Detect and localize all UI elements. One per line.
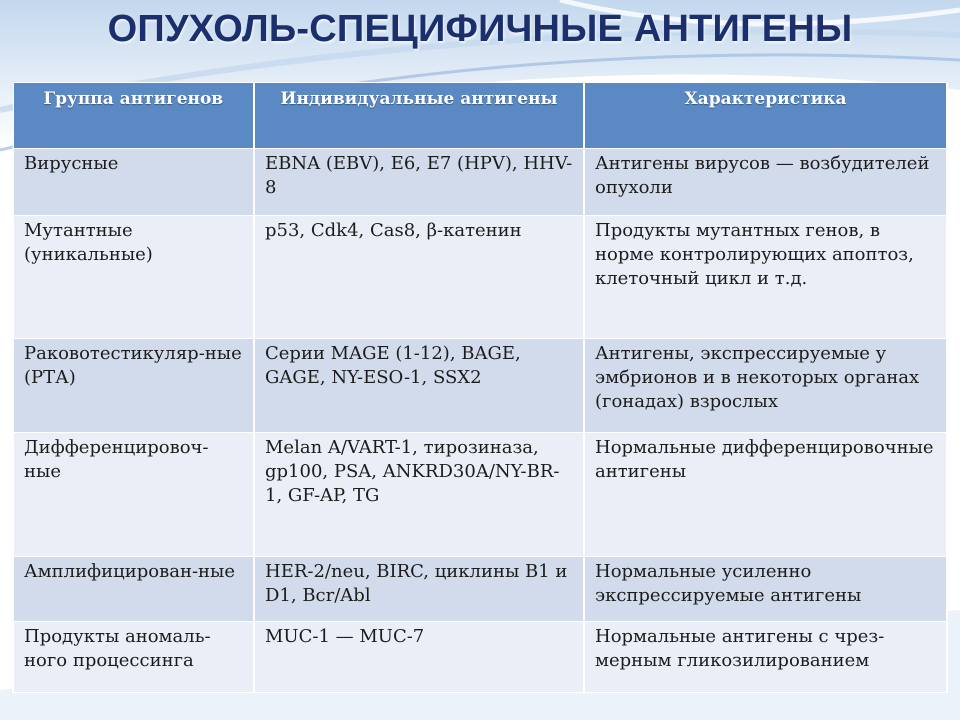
table-row [13,622,947,693]
cell-antigens: EBNA (EBV), E6, E7 (HPV), HHV-8 [254,149,584,216]
table-row [13,339,947,433]
cell-group: Раковотестикуляр-ные (РТА) [13,339,254,433]
column-header-group: Группа антигенов [13,83,254,149]
cell-description: Нормальные дифференцировочные антигены [584,433,947,557]
cell-description: Нормальные усиленно экспрессируемые антигены [584,557,947,622]
table-row [13,557,947,622]
column-header-description: Характеристика [584,83,947,149]
cell-antigens: MUC-1 — MUC-7 [254,622,584,693]
table-row [13,149,947,216]
cell-description: Антигены, экспрессируемые у эмбрионов и в некоторых органах (гонадах) взрослых [584,339,947,433]
table-row [13,216,947,339]
antigen-table [12,82,948,693]
cell-description: Продукты мутантных генов, в норме контролирующих апоптоз, клеточный цикл и т.д. [584,216,947,339]
cell-group: Вирусные [13,149,254,216]
cell-group: Амплифицирован-ные [13,557,254,622]
cell-description: Нормальные антигены с чрез-мерным гликозилированием [584,622,947,693]
cell-group: Мутантные (уникальные) [13,216,254,339]
cell-antigens: HER-2/neu, BIRC, циклины B1 и D1, Bcr/Abl [254,557,584,622]
table-header-row [13,83,947,149]
page-title: ОПУХОЛЬ-СПЕЦИФИЧНЫЕ АНТИГЕНЫ [107,8,853,50]
cell-antigens: Melan A/VART-1, тирозиназа, gp100, PSA, ANKRD30A/NY-BR-1, GF-AP, TG [254,433,584,557]
cell-group: Продукты аномаль-ного процессинга [13,622,254,693]
cell-group: Дифференцировоч-ные [13,433,254,557]
cell-antigens: p53, Cdk4, Cas8, β-катенин [254,216,584,339]
cell-antigens: Серии MAGE (1-12), BAGE, GAGE, NY-ESO-1, SSX2 [254,339,584,433]
table-row [13,433,947,557]
cell-description: Антигены вирусов — возбудителей опухоли [584,149,947,216]
column-header-antigens: Индивидуальные антигены [254,83,584,149]
